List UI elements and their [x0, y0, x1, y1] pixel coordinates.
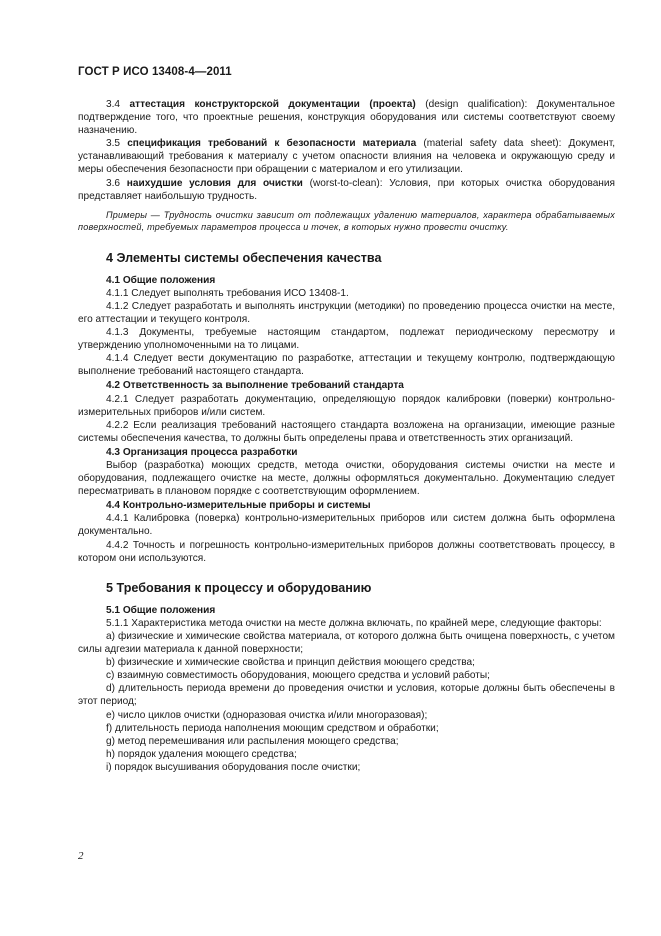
paragraph-5-1-1: 5.1.1 Характеристика метода очистки на месте должна включать, по крайней мере, следующие факторы:: [106, 617, 602, 629]
term-title: наихудшие условия для очистки: [126, 177, 303, 189]
examples-note: Примеры — Трудность очистки зависит от подлежащих удалению материалов, характера обрабатываемых поверхностей, требуемых параметров процесса и точек, в которых нужно провести очистку.: [78, 209, 615, 233]
list-item: h) порядок удаления моющего средства;: [106, 748, 297, 760]
term-definition: (worst-to-clean): Условия, при которых очистка оборудования представляет наибольшую трудность.: [78, 177, 615, 202]
list-item: d) длительность периода времени до проведения очистки и условия, которые должны быть обеспечены в этот период;: [78, 683, 615, 708]
term-definition: (material safety data sheet): Документ, устанавливающий требования к материалу с учетом опасности влияния на человека и окружающую среду и меры обеспечения безопасности при обращении с материалом и его утилизации.: [78, 138, 616, 176]
page-number: 2: [78, 850, 84, 862]
paragraph-4-2-1: 4.2.1 Следует разработать документацию, определяющую порядок калибровки (поверки) контрольно-измерительных приборов и/или систем.: [78, 393, 615, 418]
term-3-4: [78, 98, 615, 137]
term-definition: (design qualification): Документальное подтверждение того, что проектные решения, конструкция оборудования или системы соответствуют своему назначению.: [78, 99, 615, 137]
term-number: 3.4: [106, 99, 121, 110]
paragraph-4-3: Выбор (разработка) моющих средств, метода очистки, оборудования системы очистки на месте и оборудования, подлежащего очистке на месте, должны оформляться документально. Документацию следует пересматривать в плановом порядке с соответствующим оформлением.: [78, 459, 615, 498]
list-item: b) физические и химические свойства и принцип действия моющего средства;: [106, 657, 475, 669]
page-content: [78, 98, 615, 774]
term-3-6: [78, 177, 615, 203]
term-title: спецификация требований к безопасности материала: [127, 138, 417, 150]
section-5-heading: 5 Требования к процессу и оборудованию: [106, 580, 372, 595]
list-item: i) порядок высушивания оборудования после очистки;: [106, 761, 361, 773]
paragraph-4-1-4: 4.1.4 Следует вести документацию по разработке, аттестации и текущему контролю, подтверждающую выполнение требований настоящего стандарта.: [78, 353, 615, 378]
term-number: 3.5: [106, 138, 121, 150]
list-item: e) число циклов очистки (одноразовая очистка и/или многоразовая);: [106, 709, 428, 721]
term-3-5: [78, 137, 615, 176]
paragraph-4-1-3: 4.1.3 Документы, требуемые настоящим стандартом, подлежат периодическому пересмотру и утверждению уполномоченными на то лицами.: [78, 327, 615, 352]
list-item: a) физические и химические свойства материала, от которого должна быть очищена поверхность, с учетом силы адгезии материала к данной поверхности;: [78, 631, 615, 656]
paragraph-4-2-2: 4.2.2 Если реализация требований настоящего стандарта возложена на организации, имеющие разные системы обеспечения качества, то должны быть определены права и ответственность этих организаций.: [78, 419, 615, 444]
paragraph-4-1-1: 4.1.1 Следует выполнять требования ИСО 13408-1.: [106, 287, 349, 299]
subsection-4-3-heading: 4.3 Организация процесса разработки: [106, 446, 298, 458]
term-title: аттестация конструкторской документации (проекта): [129, 99, 416, 110]
subsection-4-1-heading: 4.1 Общие положения: [106, 274, 216, 286]
standard-header: ГОСТ Р ИСО 13408-4—2011: [78, 66, 232, 78]
subsection-5-1-heading: 5.1 Общие положения: [106, 604, 216, 616]
subsection-4-2-heading: 4.2 Ответственность за выполнение требований стандарта: [106, 380, 404, 392]
list-item: g) метод перемешивания или распыления моющего средства;: [106, 735, 399, 747]
paragraph-4-4-2: 4.4.2 Точность и погрешность контрольно-измерительных приборов должны соответствовать процессу, в котором они используются.: [78, 539, 615, 564]
subsection-4-4-heading: 4.4 Контрольно-измерительные приборы и системы: [106, 500, 371, 512]
paragraph-4-4-1: 4.4.1 Калибровка (поверка) контрольно-измерительных приборов или систем должна быть оформлена документально.: [78, 513, 615, 538]
term-number: 3.6: [106, 177, 121, 189]
list-item: f) длительность периода наполнения моющим средством и обработки;: [106, 722, 439, 734]
paragraph-4-1-2: 4.1.2 Следует разработать и выполнять инструкции (методики) по проведению процесса очистки на месте, его аттестации и текущего контроля.: [78, 300, 615, 325]
section-4-heading: 4 Элементы системы обеспечения качества: [106, 250, 382, 265]
list-item: c) взаимную совместимость оборудования, моющего средства и условий работы;: [106, 670, 490, 682]
